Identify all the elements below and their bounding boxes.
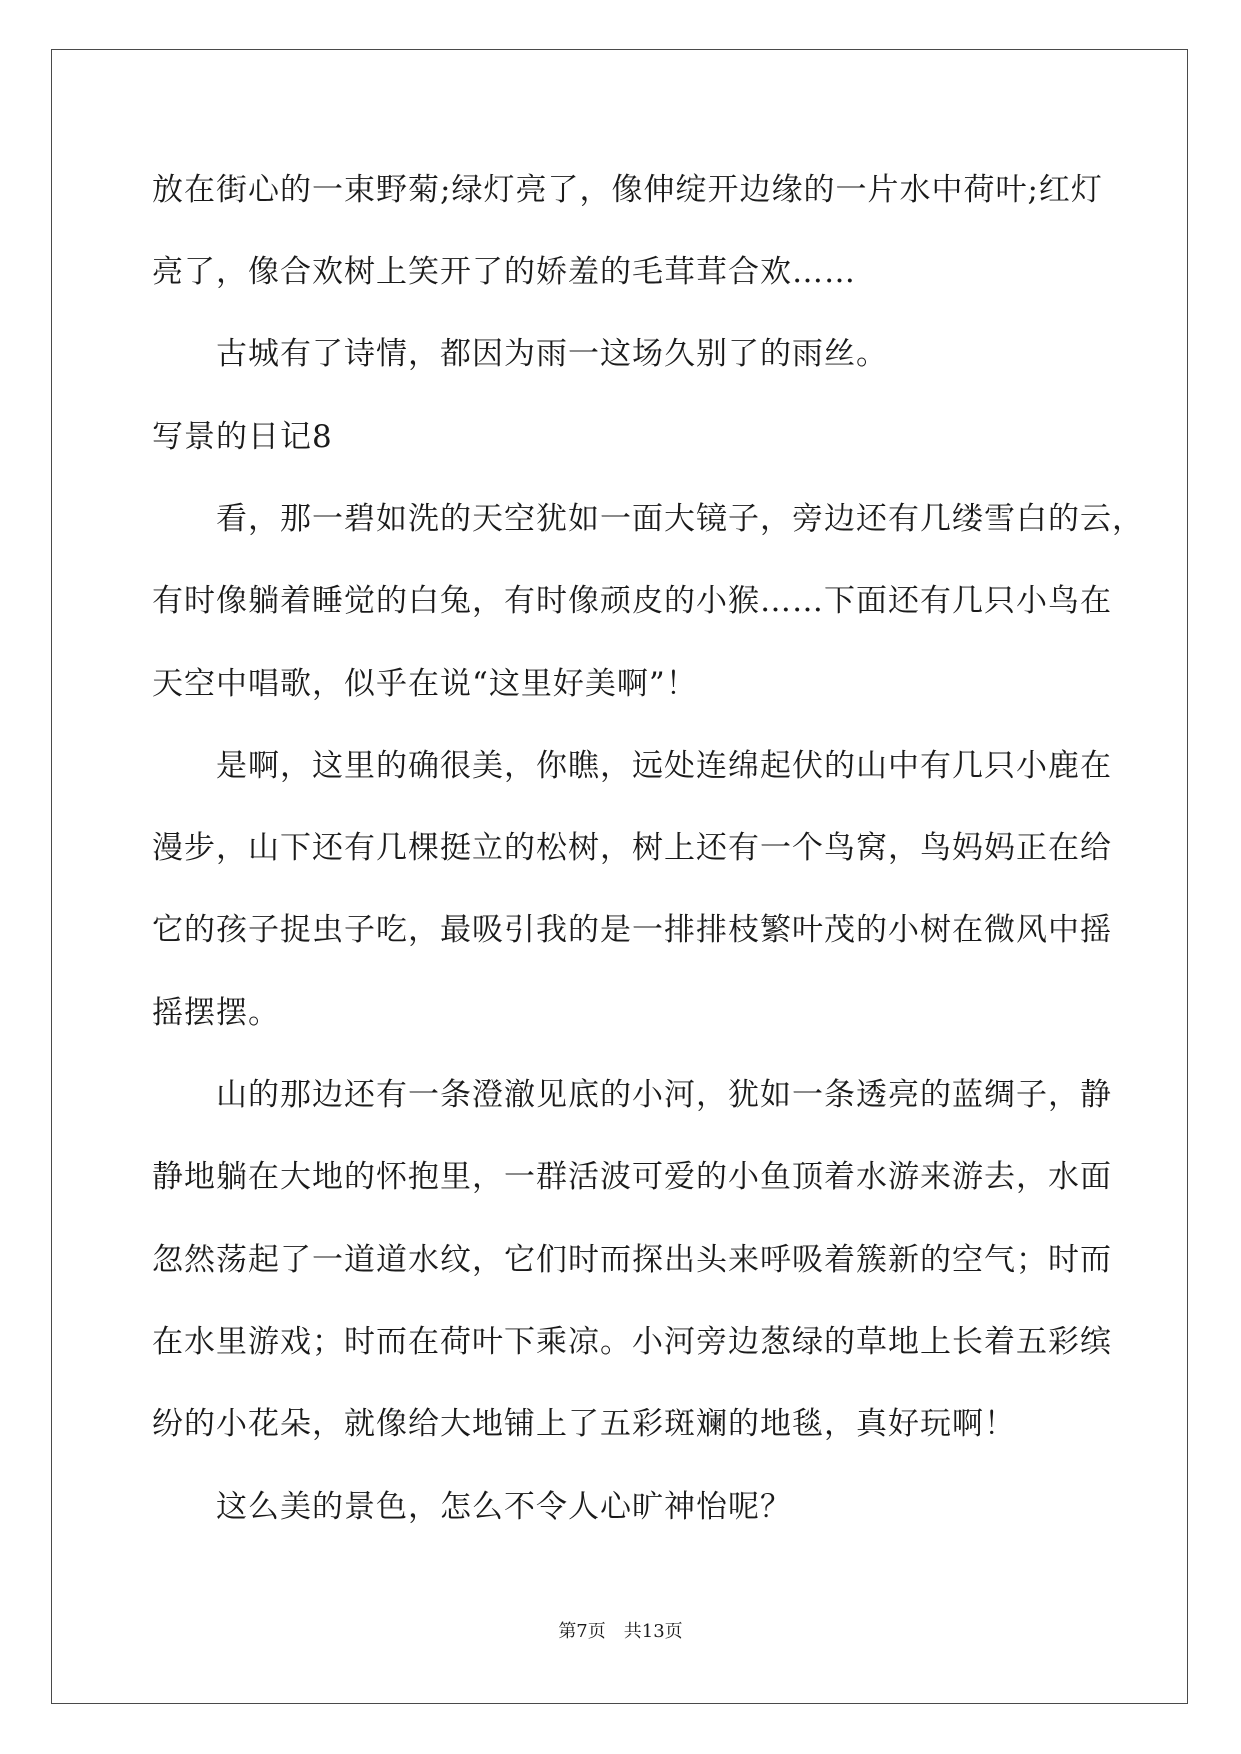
paragraph-line: 摇摆摆。 xyxy=(152,995,280,1031)
section-heading: 写景的日记8 xyxy=(152,419,333,455)
paragraph-line: 有时像躺着睡觉的白兔，有时像顽皮的小猴……下面还有几只小鸟在 xyxy=(152,583,1112,619)
paragraph-line: 看，那一碧如洗的天空犹如一面大镜子，旁边还有几缕雪白的云， xyxy=(216,501,1144,537)
paragraph-line: 天空中唱歌，似乎在说“这里好美啊”！ xyxy=(152,666,698,702)
paragraph-line: 山的那边还有一条澄澈见底的小河，犹如一条透亮的蓝绸子，静 xyxy=(216,1077,1112,1113)
paragraph-line: 忽然荡起了一道道水纹，它们时而探出头来呼吸着簇新的空气；时而 xyxy=(152,1242,1112,1278)
page-number: 第7页 共13页 xyxy=(558,1621,683,1642)
paragraph-line: 古城有了诗情，都因为雨一这场久别了的雨丝。 xyxy=(216,336,888,372)
paragraph-line: 是啊，这里的确很美，你瞧，远处连绵起伏的山中有几只小鹿在 xyxy=(216,748,1112,784)
paragraph-line: 在水里游戏；时而在荷叶下乘凉。小河旁边葱绿的草地上长着五彩缤 xyxy=(152,1324,1112,1360)
paragraph-line: 它的孩子捉虫子吃，最吸引我的是一排排枝繁叶茂的小树在微风中摇 xyxy=(152,912,1112,948)
paragraph-line: 漫步，山下还有几棵挺立的松树，树上还有一个鸟窝，鸟妈妈正在给 xyxy=(152,830,1112,866)
paragraph-line: 这么美的景色，怎么不令人心旷神怡呢？ xyxy=(216,1489,792,1525)
paragraph-line: 亮了，像合欢树上笑开了的娇羞的毛茸茸合欢…… xyxy=(152,254,856,290)
page-border xyxy=(51,49,1188,1704)
paragraph-line: 放在街心的一束野菊;绿灯亮了，像伸绽开边缘的一片水中荷叶;红灯 xyxy=(152,172,1103,208)
paragraph-line: 纷的小花朵，就像给大地铺上了五彩斑斓的地毯，真好玩啊！ xyxy=(152,1406,1016,1442)
paragraph-line: 静地躺在大地的怀抱里，一群活波可爱的小鱼顶着水游来游去，水面 xyxy=(152,1159,1112,1195)
